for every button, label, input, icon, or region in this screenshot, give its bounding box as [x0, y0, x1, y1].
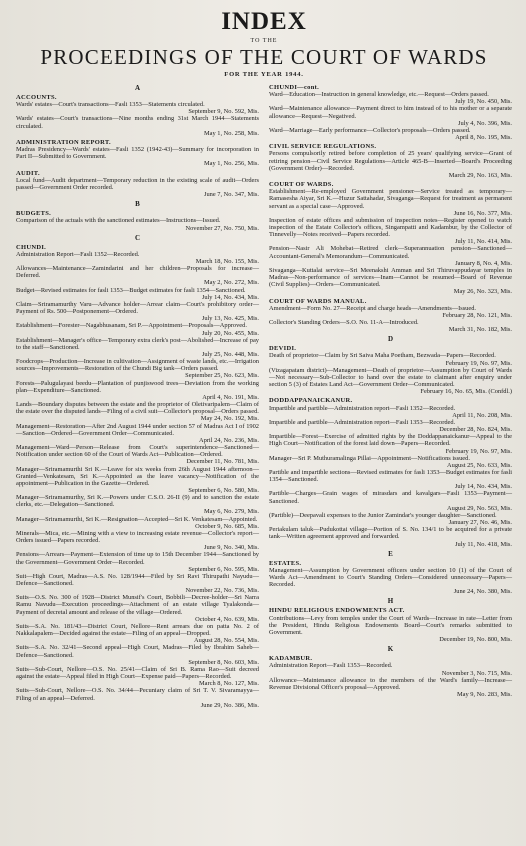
section-letter: A: [134, 84, 141, 92]
entry-reference: December 28, No. 824, Mis.: [439, 426, 512, 434]
index-entry: [269, 405, 512, 419]
index-entry: [16, 573, 259, 594]
entry-text: Budget—Revised estimates for fasli 1353—Budget estimates for fasli 1354—Sanctioned.: [16, 286, 246, 294]
section-letter: B: [135, 200, 140, 209]
entry-reference: January 27, No. 46, Mis.: [448, 519, 512, 527]
index-entry: [269, 367, 512, 396]
right-column: [269, 82, 512, 709]
index-entry: [16, 401, 259, 422]
entry-text: Collector's Standing Orders—S.O. No. 11-A—Introduced.: [269, 319, 419, 326]
index-entry: [269, 305, 512, 319]
entry-text: Wards' estates—Court's transactions—Nine months ending 31st March 1944—Statements circulated.: [16, 115, 259, 130]
index-entry: [16, 687, 259, 708]
index-entry: [16, 251, 259, 265]
entry-text: Local fund—Audit department—Temporary reduction in the existing scale of audit—Orders passed—Government Order recorded.: [16, 176, 259, 191]
index-heading: COURT OF WARDS.: [269, 181, 334, 189]
entry-text: Establishment—Re-employed Government pensioner—Service treated as temporary—Ramasesha Aiyar, Sri K.—Huzur Sattahadar, Sivaganga—Request for treatment as permanent servant as a special case—Approved.: [269, 188, 512, 210]
entry-text: Management—Assumption by Government officers under section 10 (1) of the Court of Wards Act—Amendment to Court's Standing Orders—Considered unnecessary—Papers—Recorded.: [269, 566, 512, 589]
index-entry: [269, 526, 512, 547]
index-entry: [269, 433, 512, 454]
entry-text: Allowances—Maintenance—Zamindarini and her children—Proposals for increase—Deferred.: [16, 265, 259, 280]
entry-reference: June 29, No. 386, Mis.: [200, 701, 259, 709]
entry-text: Manager—Sri P. Muthuramalinga Pillai—Appointment—Notifications issued.: [269, 454, 470, 462]
entry-reference: March 18, No. 155, Mis.: [195, 257, 259, 265]
entry-text: Ward—Maintenance allowance—Payment direct to him instead of to his mother or a separate allowance—Request—Negatived.: [269, 105, 512, 120]
entry-text: Suits—S.A. No. 181/43—District Court, Nellore—Rent arrears due on patta No. 2 of Nakkalapalem—Decided against the estate—Filing of an appeal—Dropped.: [16, 622, 259, 638]
index-entry: [16, 551, 259, 572]
entry-reference: September 6, No. 595, Mis.: [188, 565, 259, 573]
entry-text: Amendment—Form No. 27—Receipt and charge heads—Amendments—Issued.: [269, 304, 477, 312]
entry-reference: August 28, No. 554, Mis.: [194, 637, 259, 645]
entry-reference: February 19, No. 97, Mis.: [445, 359, 512, 367]
entry-reference: March 8, No. 127, Mis.: [199, 680, 259, 688]
entry-reference: November 3, No. 715, Mis.: [441, 669, 512, 677]
index-entry: [16, 101, 259, 115]
index-entry: [16, 301, 259, 322]
entry-text: (Vizagapatam district)—Management—Death of proprietor—Assumption by Court of Wards—Not necessary—Sub-Collector to hand over the estate to claimant after enquiry under section 5 (3) of Estates Land Act—Government Order—Communicated.: [269, 366, 512, 389]
entry-reference: July 25, No. 448, Mis.: [201, 351, 259, 358]
entry-reference: January 8, No. 4, Mis.: [455, 259, 512, 267]
index-entry: [269, 217, 512, 246]
entry-reference: May 24, No. 192, Mis.: [200, 415, 259, 423]
index-entry: [16, 115, 259, 136]
entry-text: Establishment—Manager's office—Temporary extra clerk's post—Abolished—Increase of pay to the staff—Sanctioned.: [16, 336, 259, 351]
index-entry: [16, 177, 259, 198]
entry-text: Inspection of estate offices and submission of inspection notes—Register opened to watch inspection of the Estate Collector's offices, Singampatti and Kadambur, by the Collector of Tinnevelly—Notes received—Papers recorded.: [269, 216, 512, 239]
entry-text: Foodcrops—Production—Increase in cultivation—Assignment of waste lands, etc.—Irrigation sources—Improvements—Restoration of the Chundi Big tank—Orders passed.: [16, 358, 259, 373]
entry-text: Management—Ward—Person—Release from Court's superintendence—Sanctioned—Notification under section 60 of the Court of Wards Act—Publication—Ordered.: [16, 444, 259, 459]
entry-reference: May 9, No. 283, Mis.: [456, 691, 512, 699]
entry-reference: September 8, No. 603, Mis.: [188, 658, 259, 666]
entry-text: Pension—Nasir Ali Mohebat—Retired clerk—Superannuation pension—Sanctioned—Accountant-General's Memorandum—Communicated.: [269, 245, 512, 260]
index-entry: [16, 623, 259, 644]
index-entry: [16, 358, 259, 379]
index-entry: [16, 516, 259, 530]
entry-text: Periakulam taluk—Pudukottai village—Portion of S. No. 134/1 to be acquired for a private tank—Written agreement approved and forwarded.: [269, 526, 512, 541]
index-heading: CHUNDI—cont.: [269, 84, 320, 91]
section-letter: C: [134, 233, 141, 242]
index-entry: [16, 380, 259, 401]
entry-reference: July 13, No. 425, Mis.: [201, 315, 259, 323]
index-heading: COURT OF WARDS MANUAL.: [269, 297, 367, 305]
entry-reference: April 8, No. 195, Mis.: [455, 134, 512, 142]
index-heading: ESTATES.: [269, 559, 302, 567]
entry-text: Madras Presidency—Wards' estates—Fasli 1352 (1942-43)—Summary for incorporation in Part II—Submitted to Government.: [16, 146, 259, 161]
entry-text: (Partible)—Deepavali expenses to the Junior Zamindar's younger daughter—Sanctioned.: [269, 511, 497, 519]
index-entry: [16, 594, 259, 623]
index-entry: [16, 466, 259, 495]
entry-reference: May 26, No. 323, Mis.: [453, 288, 512, 296]
entry-reference: December 19, No. 800, Mis.: [439, 636, 512, 644]
index-entry: [269, 662, 512, 676]
entry-text: Impartible and partible—Administration report—Fasli 1352—Recorded.: [269, 404, 456, 412]
index-entry: [269, 127, 512, 141]
index-entry: [269, 419, 512, 433]
entry-reference: July 11, No. 414, Mis.: [455, 238, 512, 246]
entry-text: Minerals—Mica, etc.—Mining with a view to increasing estate revenue—Collector's report—Orders issued—Papers recorded.: [16, 529, 259, 545]
section-letter: E: [388, 549, 393, 558]
entry-reference: July 19, No. 450, Mis.: [454, 98, 512, 106]
entry-reference: June 16, No. 377, Mis.: [453, 209, 512, 217]
entry-text: Suits—S.A. No. 32/41—Second appeal—High Court, Madras—Filed by Ibrahim Saheb—Defence—Sanctioned.: [16, 644, 259, 659]
index-heading: DODDAPPANAICKANUR.: [269, 397, 353, 405]
entry-reference: July 11, No. 418, Mis.: [455, 540, 512, 548]
index-entry: [16, 494, 259, 515]
index-entry: [269, 267, 512, 296]
entry-reference: April 4, No. 191, Mis.: [202, 393, 259, 401]
entry-reference: May 1, No. 256, Mis.: [203, 160, 259, 168]
entry-text: Partible and impartible sections—Revised estimates for fasli 1353—Budget estimates for fasli 1354—Sanctioned.: [269, 468, 512, 484]
index-heading: ACCOUNTS.: [16, 94, 57, 101]
entry-reference: April 24, No. 236, Mis.: [198, 436, 259, 444]
entry-reference: June 9, No. 340, Mis.: [203, 544, 259, 552]
index-entry: [269, 512, 512, 526]
section-letter: H: [387, 597, 394, 606]
index-heading: CHUNDI.: [16, 243, 47, 251]
entry-reference: July 4, No. 396, Mis.: [458, 119, 512, 127]
entry-text: Pensions—Arrears—Payment—Extension of time up to 15th December 1944—Sanctioned by the Government—Government Order—Recorded.: [16, 551, 259, 566]
entry-text: Partible—Charges—Grain wages of mirasdars and kavalgars—Fasli 1353—Payment—Sanctioned.: [269, 490, 512, 505]
left-column: [16, 82, 259, 709]
index-entry: [16, 444, 259, 465]
page-header: [16, 9, 512, 78]
index-entry: [269, 91, 512, 105]
entry-reference: November 22, No. 736, Mis.: [185, 587, 259, 595]
entry-reference: March 29, No. 163, Mis.: [448, 171, 512, 179]
entry-text: Ward—Education—Instruction in general knowledge, etc.—Request—Orders passed.: [269, 91, 489, 99]
entry-text: Suit—High Court, Madras—A.S. No. 128/1944—Filed by Sri Ravi Thirupathi Nayudu—Defence—Sanctioned.: [16, 572, 259, 587]
entry-text: Forests—Palugulayasi beedu—Plantation of punjiswood trees—Deviation from the working plan—Expenditure—Sanctioned.: [16, 379, 259, 394]
index-entry: [16, 217, 259, 231]
index-entry: [16, 423, 259, 444]
index-entry: [269, 352, 512, 366]
entry-text: Death of proprietor—Claim by Sri Saiva Maha Poetham, Bezwada—Papers—Recorded.: [269, 352, 496, 360]
index-entry: [16, 146, 259, 167]
entry-text: Wards' estates—Court's transactions—Fasli 1353—Statements circulated.: [16, 101, 205, 109]
entry-text: Claim—Sriramamurthy Varu—Advance holder—Arrear claim—Court's prohibitory order—Payment of Rs. 500—Postponement—Ordered.: [16, 300, 259, 316]
entry-text: Manager—Sriramamurthi, Sri K.—Resignation—Accepted—Sri K. Venkatesam—Appointed.: [16, 515, 258, 523]
entry-reference: May 2, No. 272, Mis.: [203, 279, 259, 287]
index-entry: [269, 319, 512, 333]
index-entry: [16, 322, 259, 336]
entry-reference: September 6, No. 580, Mis.: [188, 486, 259, 494]
entry-text: Establishment—Forester—Nagabhusanam, Sri P.—Appointment—Proposals—Approved.: [16, 322, 247, 330]
index-entry: [16, 265, 259, 286]
index-heading: BUDGETS.: [16, 210, 52, 218]
index-entry: [269, 188, 512, 217]
page-title: INDEX: [221, 8, 307, 35]
entry-text: Administration Report—Fasli 1353—Recorded.: [269, 662, 393, 670]
entry-reference: February 19, No. 97, Mis.: [445, 447, 512, 455]
index-entry: [269, 455, 512, 469]
index-heading: KADAMBUR.: [269, 655, 313, 663]
entry-reference: February 28, No. 121, Mis.: [442, 311, 512, 319]
entry-reference: July 14, No. 434, Mis.: [454, 483, 512, 491]
index-entry: [16, 337, 259, 358]
entry-text: Suits—Sub-Court, Nellore—O.S. No. 25/41—Claim of Sri B. Rama Rao—Suit decreed against the estate—Appeal filed in High Court—Expense paid—Papers—Recorded.: [16, 665, 259, 681]
entry-text: Impartible and partible—Administration report—Fasli 1353—Recorded.: [269, 418, 456, 426]
index-heading: CIVIL SERVICE REGULATIONS.: [269, 143, 377, 151]
entry-reference: June 7, No. 347, Mis.: [203, 191, 259, 199]
entry-text: Comparison of the actuals with the sanctioned estimates—Instructions—Issued.: [16, 217, 221, 225]
entry-reference: March 31, No. 182, Mis.: [448, 326, 512, 334]
entry-reference: September 25, No. 623, Mis.: [185, 372, 259, 380]
index-entry: [269, 677, 512, 698]
entry-text: Ward—Marriage—Early performance—Collector's proposals—Orders passed.: [269, 126, 471, 134]
index-entry: [16, 666, 259, 687]
entry-text: Management—Restoration—After 2nd August 1944 under section 57 of Madras Act I of 1902—Sanction—Ordered—Government Order—Communicated.: [16, 422, 259, 437]
index-heading: HINDU RELIGIOUS ENDOWMENTS ACT.: [269, 607, 405, 615]
entry-reference: December 11, No. 781, Mis.: [186, 458, 259, 466]
entry-reference: May 1, No. 258, Mis.: [203, 129, 259, 137]
index-entry: [269, 245, 512, 266]
entry-text: Manager—Sriramamurthi Sri K.—Leave for six weeks from 26th August 1944 afternoon—Granted—Venkatesam, Sri K.—Appointed as the leave vacancy—Notification of the appointment—Publication in the Gazette—Ordered.: [16, 465, 259, 487]
index-entry: [269, 490, 512, 511]
entry-text: Suits—Sub-Court, Nellore—O.S. No. 34/44—Pecuniary claim of Sri T. V. Sivaramayya—Filing of an appeal—Deferred.: [16, 687, 259, 702]
proceedings-title: PROCEEDINGS OF THE COURT OF WARDS: [40, 45, 488, 69]
entry-reference: July 14, No. 434, Mis.: [201, 293, 259, 301]
index-heading: AUDIT.: [16, 169, 40, 177]
index-entry: [16, 644, 259, 665]
section-letter: D: [387, 335, 394, 344]
index-entry: [16, 287, 259, 301]
entry-reference: August 25, No. 633, Mis.: [447, 461, 512, 469]
entry-reference: May 6, No. 279, Mis.: [203, 508, 259, 516]
entry-reference: October 4, No. 639, Mis.: [195, 615, 259, 623]
entry-reference: November 27, No. 750, Mis.: [185, 224, 259, 232]
index-entry: [269, 469, 512, 490]
index-heading: DEVIDI.: [269, 345, 297, 353]
index-entry: [269, 615, 512, 644]
index-entry: [269, 150, 512, 179]
index-entry: [269, 105, 512, 126]
entry-reference: July 20, No. 455, Mis.: [201, 329, 259, 337]
entry-text: Impartible—Forest—Exercise of admitted rights by the Doddappanaickanur—Appeal to the High Court—Notification of the forest laid down—Papers—Recorded.: [269, 433, 512, 448]
entry-reference: September 9, No. 592, Mis.: [188, 108, 259, 116]
entry-text: Allowance—Maintenance allowance to the members of the Ward's family—Increase—Revenue Divisional Officer's proposal—Approved.: [269, 676, 512, 691]
index-entry: [269, 567, 512, 596]
entry-reference: February 16, No. 65, Mis. (Confdl.): [420, 388, 512, 396]
entry-text: Manager—Sriramamurthy, Sri K.—Powers under C.S.O. 26-II (9) and to sanction the estate clerks, etc.—Delegation—Sanctioned.: [16, 494, 259, 509]
section-letter: K: [387, 645, 394, 654]
entry-text: Lands—Boundary disputes between the estate and the proprietor of Oletivaripalem—Claim of the estate over the disputed lands—Filing of a civil suit—Collector's proposal—Orders passed.: [16, 401, 259, 416]
entry-reference: June 24, No. 380, Mis.: [453, 588, 512, 596]
entry-text: Persons compulsorily retired before completion of 25 years' qualifying service—Grant of retiring pension—Civil Service Regulations—Article 465-B—Inserted—Board's Proceeding (Government Order)—Recorded.: [269, 150, 512, 172]
to-the-line: TO THE: [250, 38, 278, 44]
entry-reference: August 29, No. 563, Mis.: [447, 504, 512, 512]
index-heading: ADMINISTRATION REPORT.: [16, 138, 111, 146]
entry-text: Contributions—Levy from temples under the Court of Wards—Increase in rate—Letter from the President, Hindu Religious Endowments Board—Court's remarks submitted to Government.: [269, 614, 512, 636]
entry-text: Administration Report—Fasli 1352—Recorded.: [16, 250, 140, 258]
year-line: FOR THE YEAR 1944.: [224, 71, 304, 78]
index-columns: [16, 82, 512, 709]
entry-text: Suits—O.S. No. 300 of 1928—District Munsif's Court, Bobbili—Decree-holder—Sri Narra Ramu Navudu—Execution proceedings—Attachment of an estate village Tyalakonda—Payment of decretal amount and release of the village—Ordered.: [16, 594, 259, 616]
index-entry: [16, 530, 259, 551]
entry-reference: October 9, No. 685, Mis.: [195, 522, 259, 530]
entry-text: Sivaganga—Kuttalai service—Sri Meenakshi Amman and Sri Thiruvappudayar temples in Madras—Non-performance of services—Inam—Cannot be resumed—Board of Revenue (Civil Supplies)—Orders—Communicated.: [269, 266, 512, 289]
entry-reference: April 11, No. 208, Mis.: [452, 411, 512, 419]
